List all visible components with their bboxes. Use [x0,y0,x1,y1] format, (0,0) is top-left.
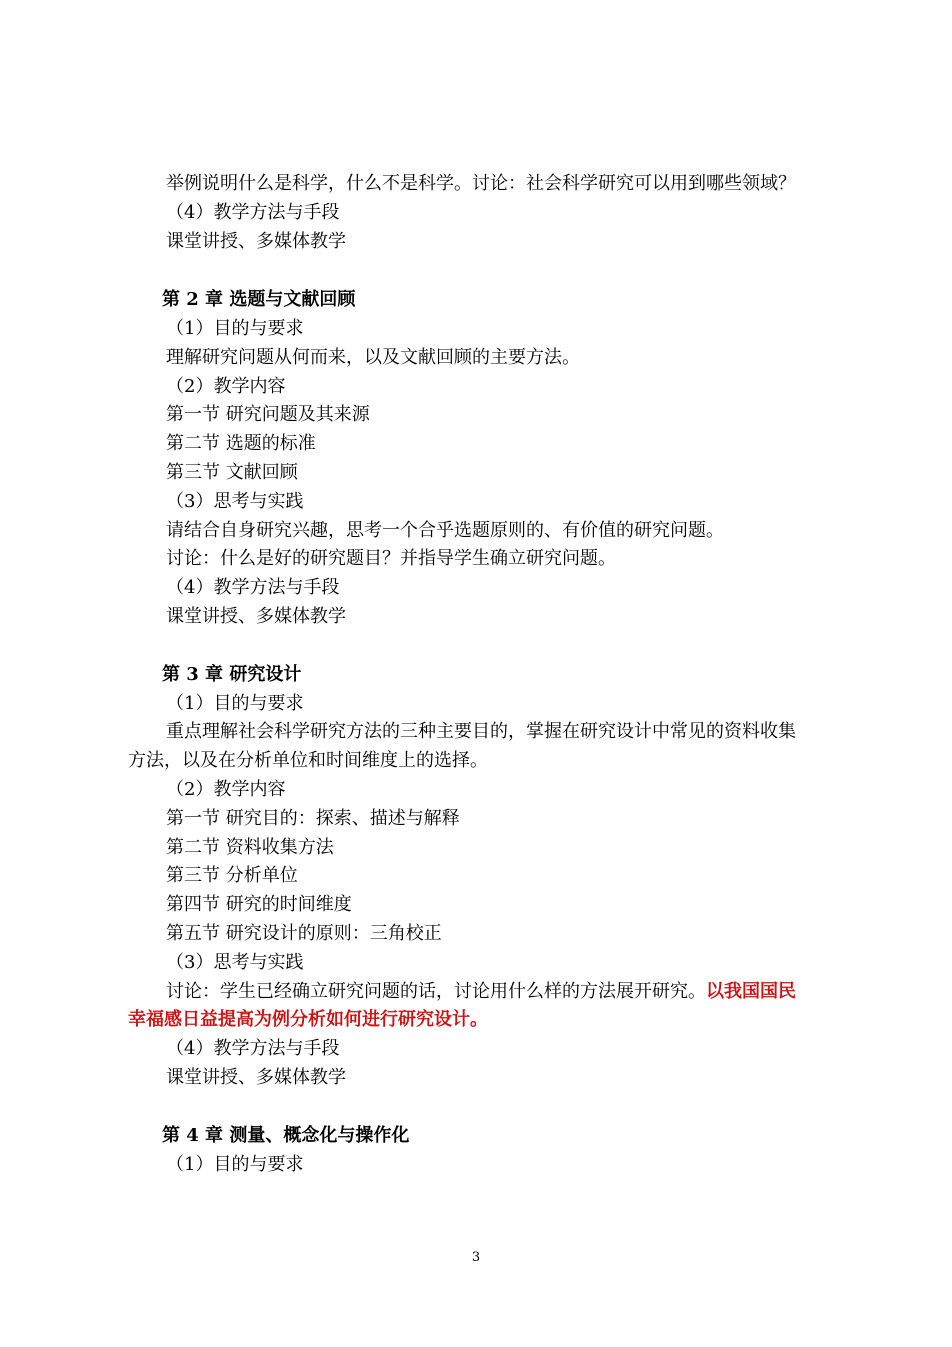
chapter-3-title: 第 3 章 研究设计 [162,664,302,685]
section-item: 第二节 选题的标准 [166,433,316,454]
subheading: （2）教学内容 [166,376,286,397]
practice-text: 讨论：学生已经确立研究问题的话，讨论用什么样的方法展开研究。 [166,981,706,1002]
section-item: 第三节 文献回顾 [166,462,298,483]
paragraph: 课堂讲授、多媒体教学 [166,231,346,252]
paragraph: 课堂讲授、多媒体教学 [166,606,346,627]
paragraph: 讨论：什么是好的研究题目？并指导学生确立研究问题。 [166,548,616,569]
section-item: 第二节 资料收集方法 [166,837,334,858]
subheading: （4）教学方法与手段 [166,1038,340,1059]
paragraph: 方法，以及在分析单位和时间维度上的选择。 [128,750,488,771]
subheading: （1）目的与要求 [166,693,304,714]
paragraph: 重点理解社会科学研究方法的三种主要目的，掌握在研究设计中常见的资料收集 [166,721,796,742]
paragraph: 举例说明什么是科学，什么不是科学。讨论：社会科学研究可以用到哪些领域？ [166,173,796,194]
page-number: 3 [471,1250,481,1265]
subheading: （1）目的与要求 [166,318,304,339]
section-item: 第四节 研究的时间维度 [166,894,352,915]
section-item: 第五节 研究设计的原则：三角校正 [166,923,442,944]
chapter-2-title: 第 2 章 选题与文献回顾 [162,289,356,310]
subheading: （2）教学内容 [166,779,286,800]
subheading: （3）思考与实践 [166,952,304,973]
subheading: （1）目的与要求 [166,1154,304,1175]
subheading: （4）教学方法与手段 [166,577,340,598]
section-item: 第一节 研究问题及其来源 [166,404,370,425]
subheading: （3）思考与实践 [166,491,304,512]
section-item: 第三节 分析单位 [166,865,298,886]
paragraph: 请结合自身研究兴趣，思考一个合乎选题原则的、有价值的研究问题。 [166,520,724,541]
highlighted-text: 以我国国民 [706,981,796,1002]
highlighted-text: 幸福感日益提高为例分析如何进行研究设计。 [128,1009,488,1030]
paragraph [166,978,796,1006]
paragraph: 课堂讲授、多媒体教学 [166,1067,346,1088]
section-item: 第一节 研究目的：探索、描述与解释 [166,808,460,829]
paragraph: 理解研究问题从何而来，以及文献回顾的主要方法。 [166,347,580,368]
subheading: （4）教学方法与手段 [166,202,340,223]
chapter-4-title: 第 4 章 测量、概念化与操作化 [162,1125,410,1146]
